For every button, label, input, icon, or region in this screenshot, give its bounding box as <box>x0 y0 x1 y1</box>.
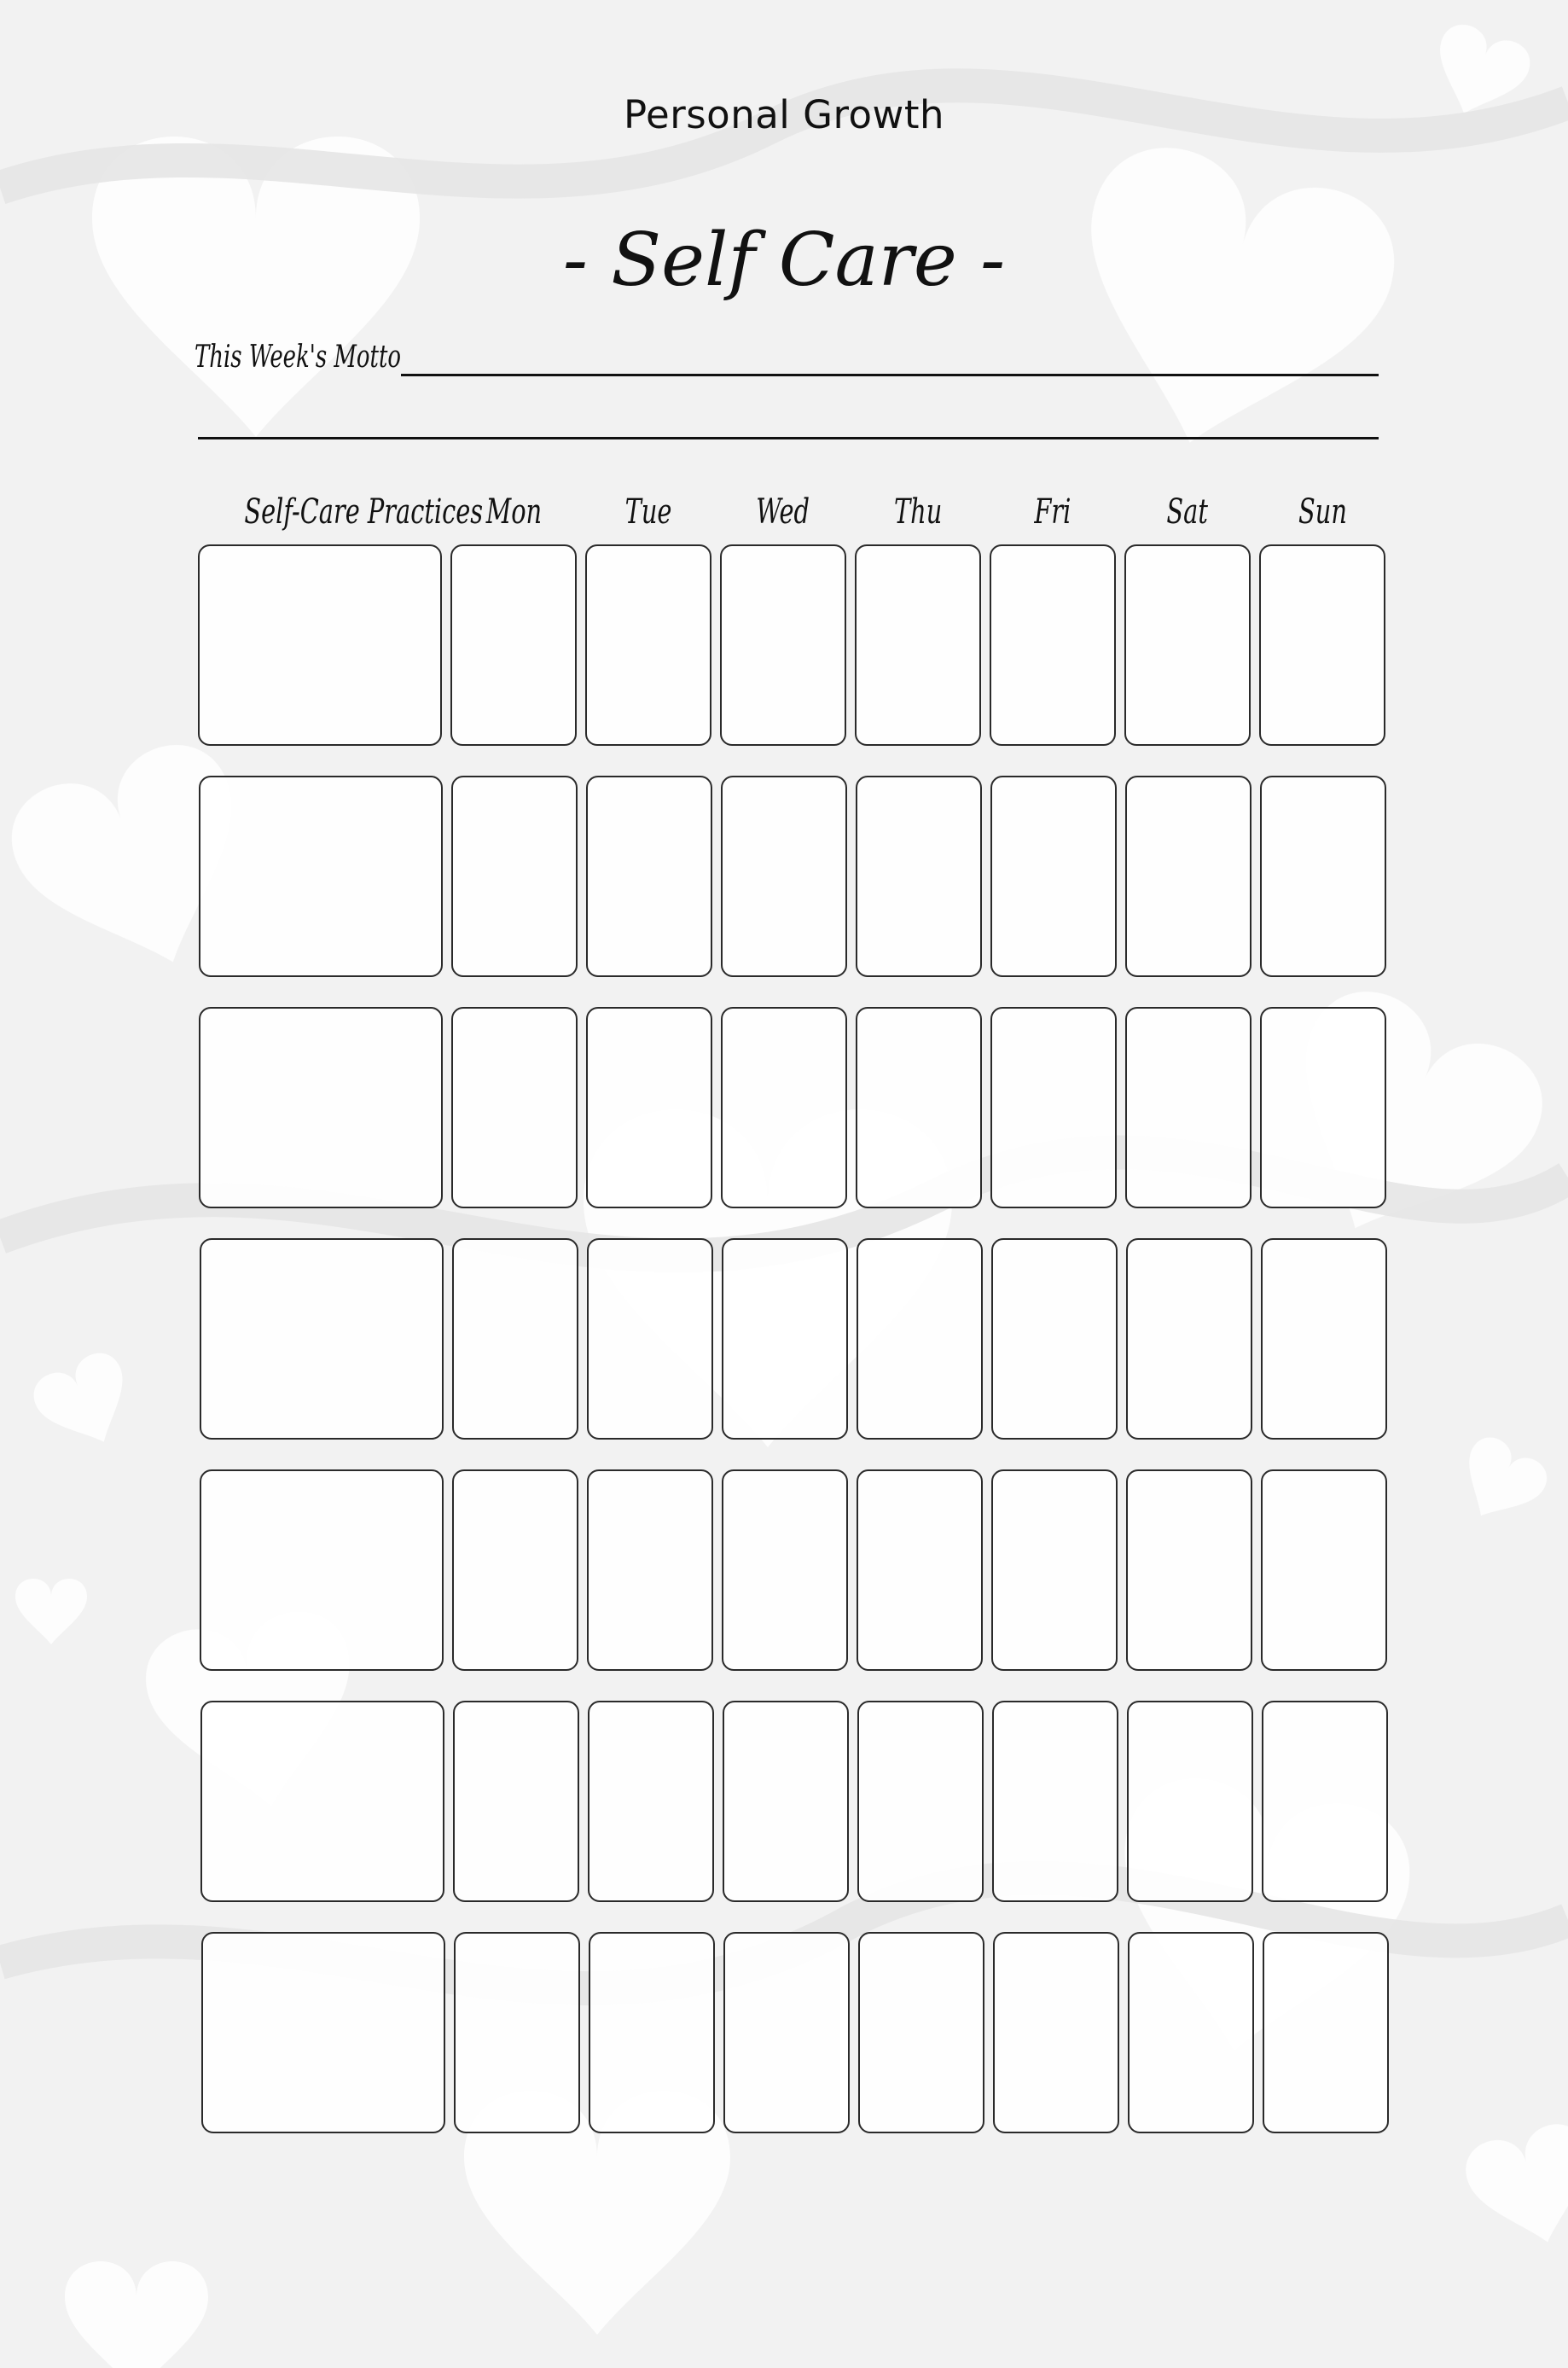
cell-row-7-mon[interactable] <box>454 1932 580 2133</box>
cell-row-6-sat[interactable] <box>1127 1701 1253 1902</box>
cell-row-2-sun[interactable] <box>1260 776 1386 977</box>
cell-row-4-sun[interactable] <box>1261 1238 1387 1440</box>
cell-row-3-fri[interactable] <box>990 1007 1117 1208</box>
cell-row-1-tue[interactable] <box>585 544 711 746</box>
cell-row-6-sun[interactable] <box>1262 1701 1388 1902</box>
cell-row-2-sat[interactable] <box>1125 776 1251 977</box>
cell-row-7-tue[interactable] <box>589 1932 715 2133</box>
column-header-fri: Fri <box>1034 492 1071 532</box>
cell-row-7-wed[interactable] <box>723 1932 850 2133</box>
motto-label: This Week's Motto <box>195 340 401 375</box>
cell-row-3-thu[interactable] <box>856 1007 982 1208</box>
cell-row-5-practice[interactable] <box>200 1469 444 1671</box>
cell-row-4-wed[interactable] <box>722 1238 848 1440</box>
cell-row-6-fri[interactable] <box>992 1701 1118 1902</box>
cell-row-7-practice[interactable] <box>201 1932 445 2133</box>
cell-row-2-fri[interactable] <box>990 776 1117 977</box>
page-title: - Self Care - <box>562 218 1006 303</box>
cell-row-3-mon[interactable] <box>451 1007 578 1208</box>
cell-row-3-practice[interactable] <box>199 1007 443 1208</box>
cell-row-4-mon[interactable] <box>452 1238 578 1440</box>
cell-row-2-tue[interactable] <box>586 776 712 977</box>
cell-row-4-practice[interactable] <box>200 1238 444 1440</box>
cell-row-3-sun[interactable] <box>1260 1007 1386 1208</box>
cell-row-4-sat[interactable] <box>1126 1238 1252 1440</box>
cell-row-6-tue[interactable] <box>588 1701 714 1902</box>
cell-row-5-mon[interactable] <box>452 1469 578 1671</box>
cell-row-6-mon[interactable] <box>453 1701 579 1902</box>
column-header-wed: Wed <box>756 492 810 532</box>
cell-row-5-wed[interactable] <box>722 1469 848 1671</box>
cell-row-7-fri[interactable] <box>993 1932 1119 2133</box>
cell-row-1-sun[interactable] <box>1259 544 1385 746</box>
cell-row-7-sat[interactable] <box>1128 1932 1254 2133</box>
cell-row-3-wed[interactable] <box>721 1007 847 1208</box>
cell-row-2-mon[interactable] <box>451 776 578 977</box>
cell-row-1-mon[interactable] <box>450 544 577 746</box>
cell-row-5-thu[interactable] <box>857 1469 983 1671</box>
cell-row-5-sun[interactable] <box>1261 1469 1387 1671</box>
cell-row-5-tue[interactable] <box>587 1469 713 1671</box>
cell-row-5-sat[interactable] <box>1126 1469 1252 1671</box>
cell-row-6-wed[interactable] <box>723 1701 849 1902</box>
cell-row-1-thu[interactable] <box>855 544 981 746</box>
cell-row-2-practice[interactable] <box>199 776 443 977</box>
cell-row-5-fri[interactable] <box>991 1469 1118 1671</box>
cell-row-3-tue[interactable] <box>586 1007 712 1208</box>
cell-row-4-fri[interactable] <box>991 1238 1118 1440</box>
column-header-sun: Sun <box>1298 492 1347 532</box>
column-header-practices: Self-Care Practices <box>244 492 484 532</box>
column-header-tue: Tue <box>624 492 672 532</box>
cell-row-4-thu[interactable] <box>857 1238 983 1440</box>
cell-row-7-sun[interactable] <box>1263 1932 1389 2133</box>
column-header-sat: Sat <box>1166 492 1209 532</box>
cell-row-1-sat[interactable] <box>1124 544 1251 746</box>
cell-row-6-practice[interactable] <box>200 1701 444 1902</box>
cell-row-2-wed[interactable] <box>721 776 847 977</box>
cell-row-6-thu[interactable] <box>857 1701 984 1902</box>
column-header-thu: Thu <box>893 492 943 532</box>
cell-row-3-sat[interactable] <box>1125 1007 1251 1208</box>
cell-row-1-fri[interactable] <box>990 544 1116 746</box>
cell-row-4-tue[interactable] <box>587 1238 713 1440</box>
column-header-mon: Mon <box>485 492 542 532</box>
cell-row-1-practice[interactable] <box>198 544 442 746</box>
cell-row-2-thu[interactable] <box>856 776 982 977</box>
cell-row-1-wed[interactable] <box>720 544 846 746</box>
cell-row-7-thu[interactable] <box>858 1932 984 2133</box>
page-header-title: Personal Growth <box>624 92 944 137</box>
